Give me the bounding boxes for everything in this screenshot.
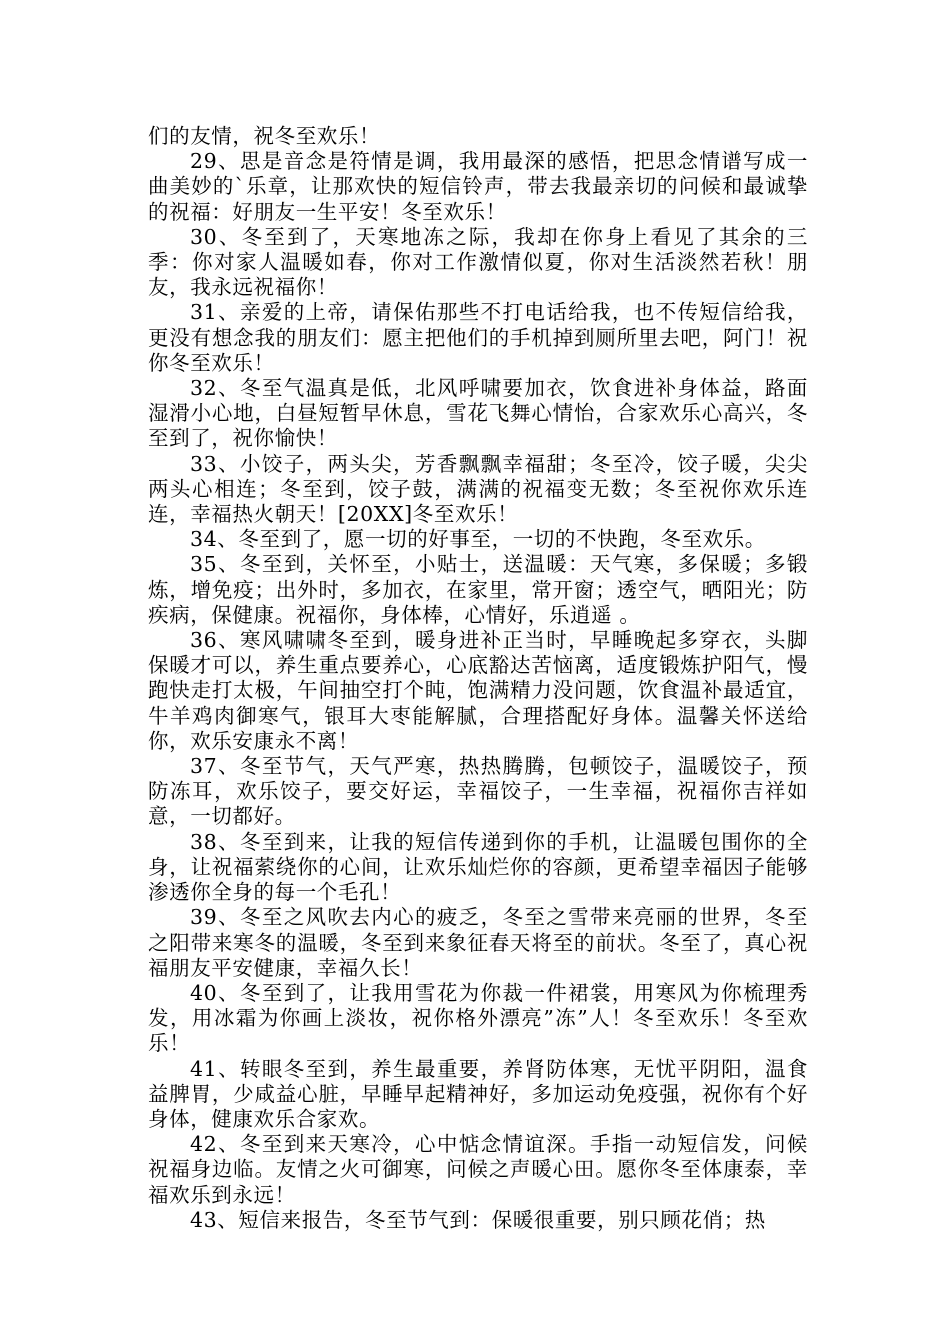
document-body [148,124,808,1233]
paragraph-39: 39、冬至之风吹去内心的疲乏，冬至之雪带来亮丽的世界，冬至之阳带来寒冬的温暖，冬至到来象征春天将至的前状。冬至了，真心祝福朋友平安健康，幸福久长！ [148,905,808,980]
paragraph-36: 36、寒风啸啸冬至到，暖身进补正当时，早睡晚起多穿衣，头脚保暖才可以，养生重点要养心，心底豁达苦恼离，适度锻炼护阳气，慢跑快走打太极，午间抽空打个盹，饱满精力没问题，饮食温补最适宜，牛羊鸡肉御寒气，银耳大枣能解腻，合理搭配好身体。温馨关怀送给你，欢乐安康永不离！ [148,628,808,753]
paragraph-31: 31、亲爱的上帝，请保佑那些不打电话给我，也不传短信给我，更没有想念我的朋友们：愿主把他们的手机掉到厕所里去吧，阿门！祝你冬至欢乐！ [148,300,808,375]
paragraph-32: 32、冬至气温真是低，北风呼啸要加衣，饮食进补身体益，路面湿滑小心地，白昼短暂早休息，雪花飞舞心情怡，合家欢乐心高兴，冬至到了，祝你愉快！ [148,376,808,451]
paragraph-35: 35、冬至到，关怀至，小贴士，送温暖：天气寒，多保暖；多锻炼，增免疫；出外时，多加衣，在家里，常开窗；透空气，晒阳光；防疾病，保健康。祝福你，身体棒，心情好，乐逍遥 。 [148,552,808,627]
paragraph-34: 34、冬至到了，愿一切的好事至，一切的不快跑，冬至欢乐。 [190,527,766,552]
paragraph-30: 30、冬至到了，天寒地冻之际，我却在你身上看见了其余的三季：你对家人温暖如春，你对工作激情似夏，你对生活淡然若秋！朋友，我永远祝福你！ [148,224,808,300]
paragraph-38: 38、冬至到来，让我的短信传递到你的手机，让温暖包围你的全身，让祝福萦绕你的心间，让欢乐灿烂你的容颜，更希望幸福因子能够渗透你全身的每一个毛孔！ [148,829,808,905]
paragraph-37: 37、冬至节气，天气严寒，热热腾腾，包顿饺子，温暖饺子，预防冻耳，欢乐饺子，要交好运，幸福饺子，一生幸福，祝福你吉祥如意，一切都好。 [148,754,808,829]
paragraph-29: 29、思是音念是符情是调，我用最深的感悟，把思念情谱写成一曲美妙的`乐章，让那欢快的短信铃声，带去我最亲切的问候和最诚挚的祝福：好朋友一生平安！冬至欢乐！ [148,149,808,224]
paragraph-41: 41、转眼冬至到，养生最重要，养肾防体寒，无忧平阴阳，温食益脾胃，少咸益心脏，早睡早起精神好，多加运动免疫强，祝你有个好身体，健康欢乐合家欢。 [148,1056,808,1131]
paragraph-40: 40、冬至到了，让我用雪花为你裁一件裙裳，用寒风为你梳理秀发，用冰霜为你画上淡妆，祝你格外漂亮”冻”人！冬至欢乐！冬至欢乐！ [148,980,808,1056]
paragraph-continuation: 们的友情，祝冬至欢乐！ [148,124,381,148]
paragraph-43: 43、短信来报告，冬至节气到：保暖很重要，别只顾花俏；热 [190,1207,766,1232]
paragraph-33: 33、小饺子，两头尖，芳香飘飘幸福甜；冬至冷，饺子暖，尖尖两头心相连；冬至到，饺子鼓，满满的祝福变无数；冬至祝你欢乐连连，幸福热火朝天！[20XX]冬至欢乐！ [148,451,808,527]
paragraph-42: 42、冬至到来天寒冷，心中惦念情谊深。手指一动短信发，问候祝福身边临。友情之火可御寒，问候之声暖心田。愿你冬至体康泰，幸福欢乐到永远！ [148,1132,808,1207]
